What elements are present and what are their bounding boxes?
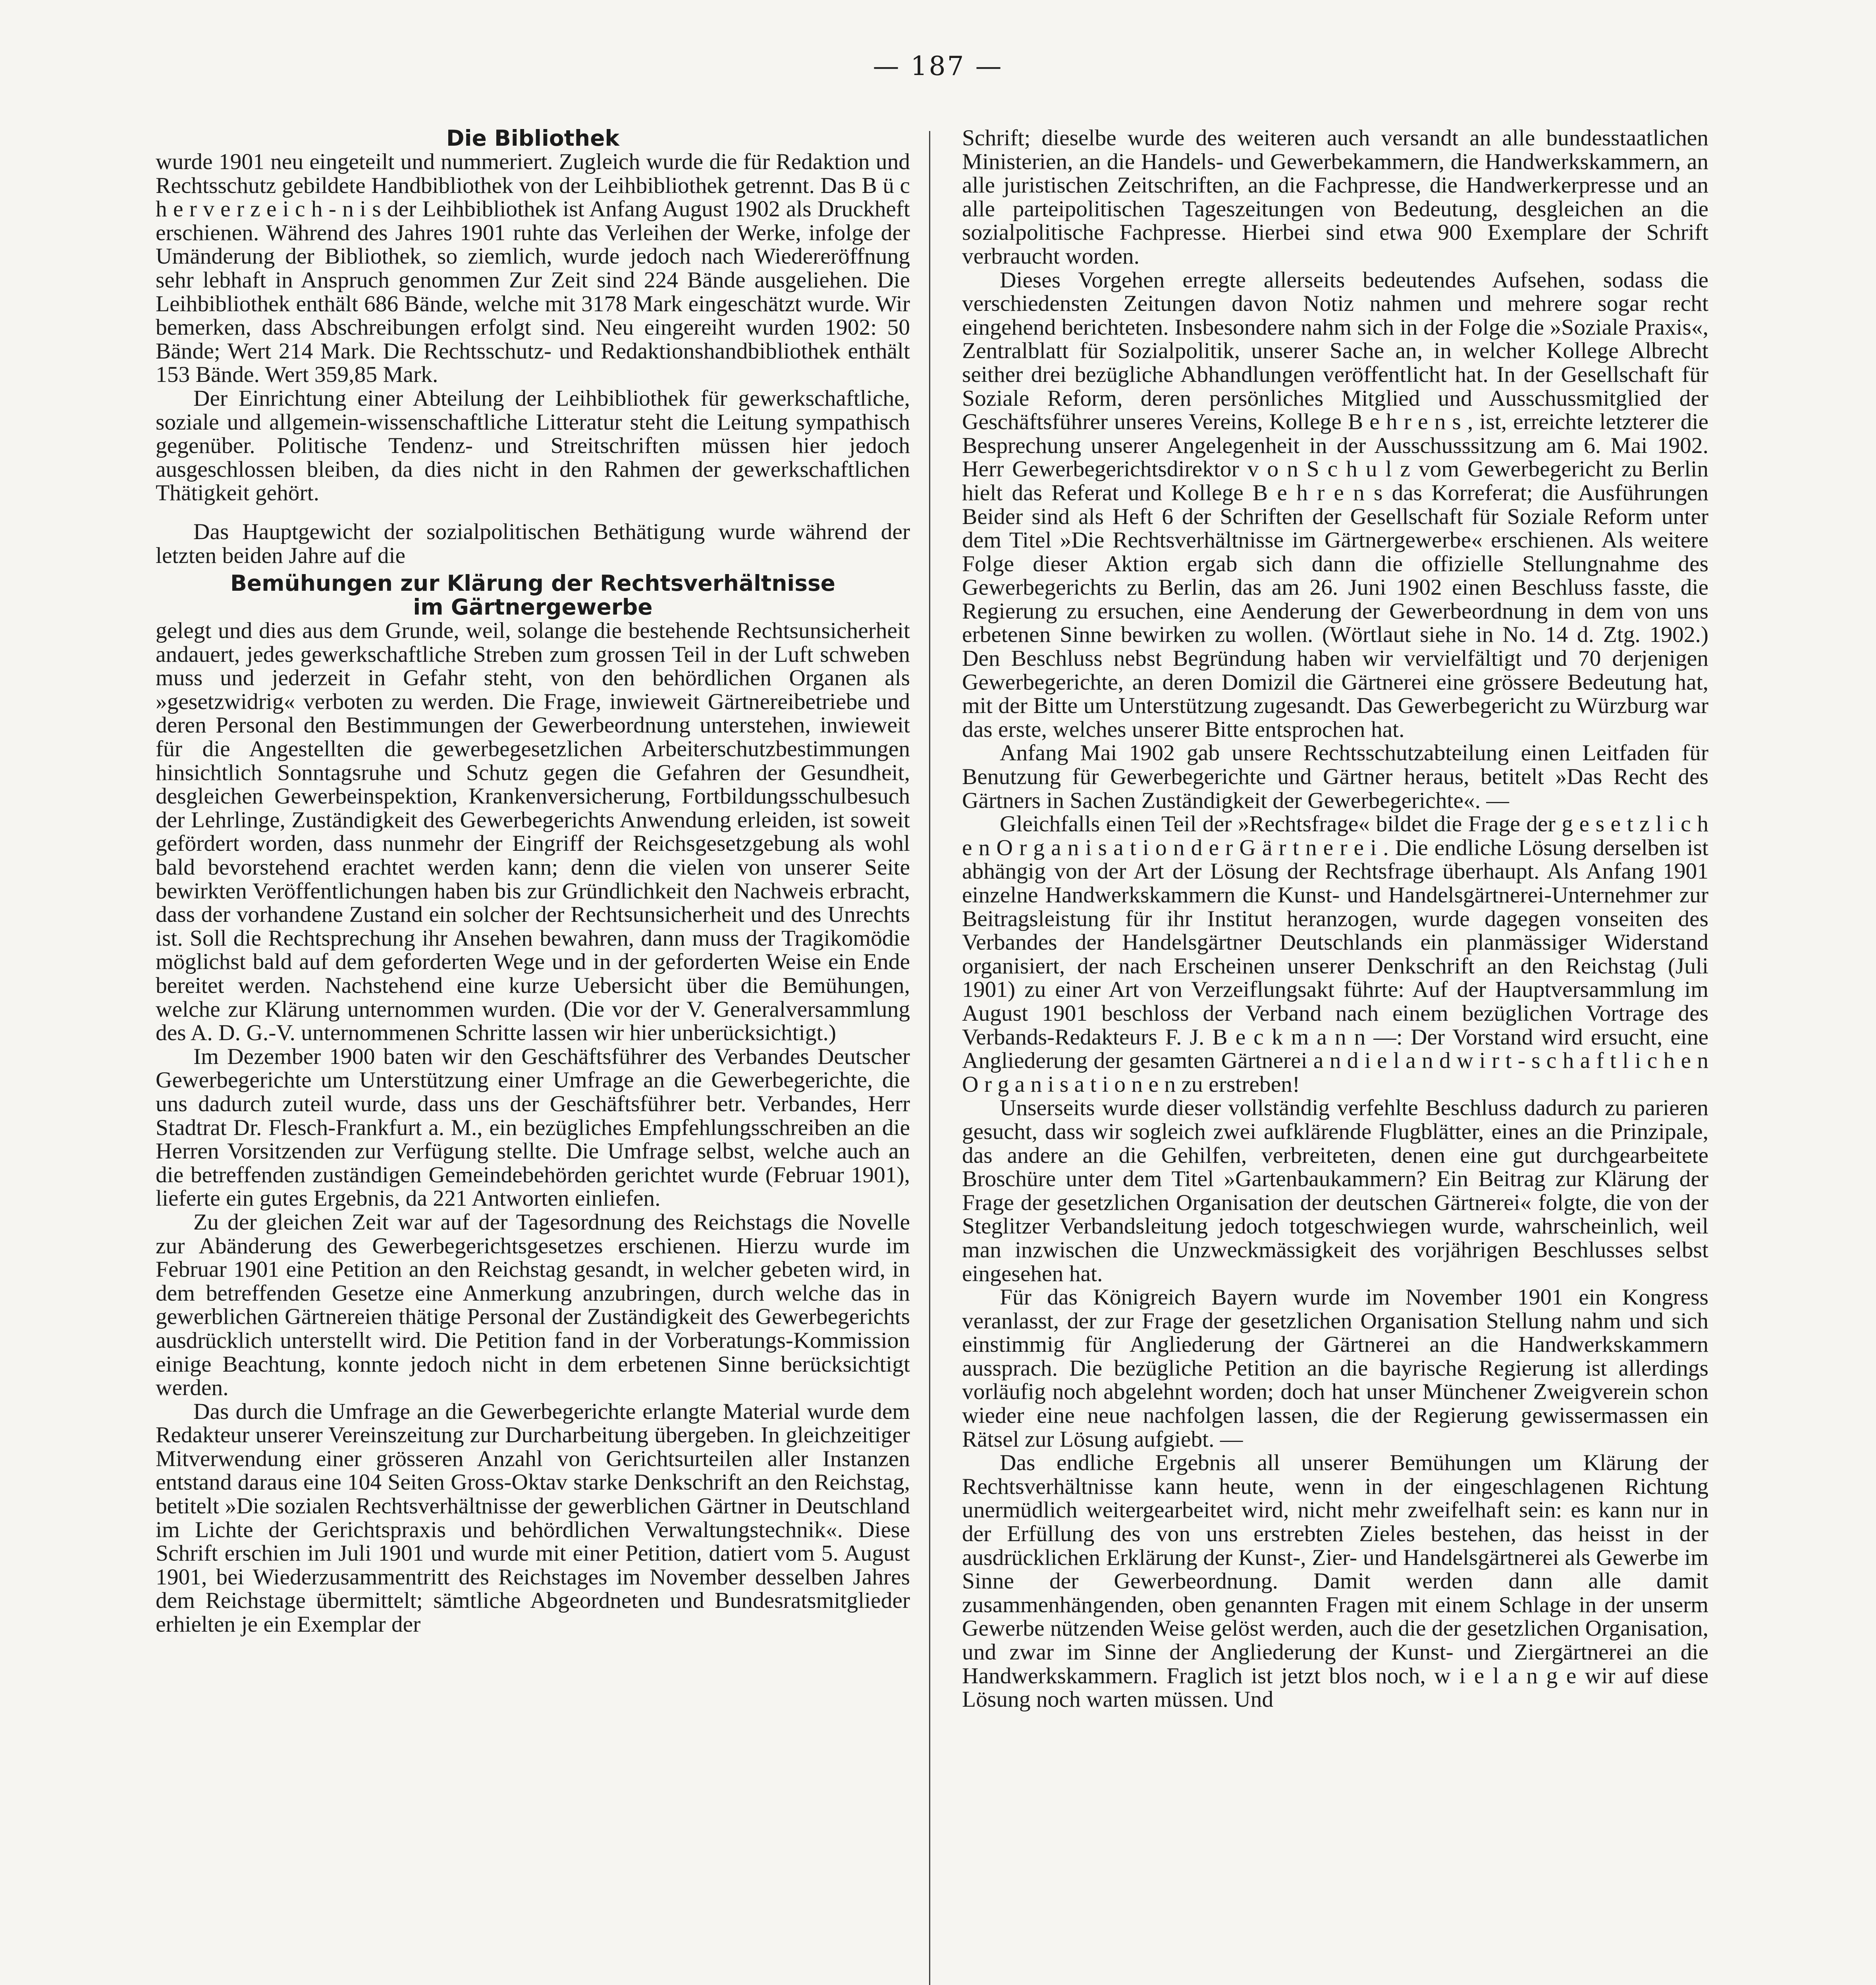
efforts-paragraph: gelegt und dies aus dem Grunde, weil, solange die bestehende Rechtsunsicherheit andauert, jedes gewerkschaftliche Streben zum grossen Teil in der Luft schweben muss und jederzeit in Gefahr steht, von den behördlichen Organen als »gesetzwidrig« verboten zu werden. Die Frage, inwieweit Gärtnereibetriebe und deren Personal den Bestimmungen der Gewerbeordnung unterstehen, inwieweit für die Angestellten die gewerbegesetzlichen Arbeiterschutzbestimmungen hinsichtlich Sonntagsruhe und Schutz gegen die Gefahren der Gesundheit, desgleichen Gewerbeinspektion, Krankenversicherung, Fortbildungsschulbesuch der Lehrlinge, Zuständigkeit des Gewerbegerichts Anwendung erleiden, ist soweit gefördert worden, dass nunmehr der Eingriff der Reichsgesetzgebung als wohl bald bevorstehend erachtet werden kann; denn die vielen von unserer Seite bewirkten Veröffentlichungen haben bis zur Gründlichkeit den Nachweis erbracht, dass der vorhandene Zustand ein solcher der Rechtsunsicherheit und des Unrechts ist. Soll die Rechtsprechung ihr Ansehen bewahren, dann muss der Tragikomödie möglichst bald auf dem geforderten Wege und in der geforderten Weise ein Ende bereitet werden. Nachstehend eine kurze Uebersicht über die Bemühungen, welche zur Klärung unternommen wurden. (Die vor der V. Generalversammlung des A. D. G.-V. unternommenen Schritte lassen wir hier unberücksichtigt.): [156, 618, 910, 1046]
petition-paragraph: Zu der gleichen Zeit war auf der Tagesordnung des Reichstags die Novelle zur Abänderung des Gewerbegerichtsgesetzes erschienen. Hierzu wurde im Februar 1901 eine Petition an den Reichstag gesandt, in welcher gebeten wird, in dem betreffenden Gesetze eine Anmerkung anzubringen, durch welche das in gewerblichen Gärtnereien thätige Personal der Zuständigkeit des Gewerbegerichts ausdrücklich unterstellt wird. Die Petition fand in der Vorberatungs-Kommission einige Beachtung, konnte jedoch nicht in dem erbetenen Sinne berücksichtigt werden.: [156, 1209, 910, 1401]
section-heading: [156, 571, 910, 619]
guide-paragraph: Anfang Mai 1902 gab unsere Rechtsschutzabteilung einen Leitfaden für Benutzung für Gewerbegerichte und Gärtner heraus, betitelt »Das Recht des Gärtners in Sachen Zuständigkeit der Gewerbegerichte«. —: [962, 740, 1708, 813]
library-paragraph-2: Der Einrichtung einer Abteilung der Leihbibliothek für gewerkschaftliche, soziale und allgemein-wissenschaftliche Litteratur steht die Leitung sympathisch gegenüber. Politische Tendenz- und Streitschriften müssen hier jedoch ausgeschlossen bleiben, da dies nicht in den Rahmen der gewerkschaftlichen Thätigkeit gehört.: [156, 385, 910, 506]
section-heading-line-2: im Gärtnergewerbe: [413, 594, 653, 620]
distribution-paragraph: Schrift; dieselbe wurde des weiteren auch versandt an alle bundesstaatlichen Ministerien, an die Handels- und Gewerbekammern, die Handwerkskammern, an alle juristischen Zeitschriften, an die Fachpresse, die Handwerkerpresse und an alle parteipolitischen Tageszeitungen von Bedeutung, desgleichen an die sozialpolitische Fachpresse. Hierbei sind etwa 900 Exemplare der Schrift verbraucht worden.: [962, 125, 1708, 269]
left-column: [156, 126, 910, 1636]
reception-paragraph: Dieses Vorgehen erregte allerseits bedeutendes Aufsehen, sodass die verschiedensten Zeitungen davon Notiz nahmen und mehrere sogar recht eingehend berichteten. Insbesondere nahm sich in der Folge die »Soziale Praxis«, Zentralblatt für Sozialpolitik, unserer Sache an, in welcher Kollege Albrecht seither drei bezügliche Abhandlungen veröffentlicht hat. In der Gesellschaft für Soziale Reform, deren persönliches Mitglied und Ausschussmitglied der Geschäftsführer unseres Vereins, Kollege B e h r e n s , ist, erreichte letzterer die Besprechung unserer Angelegenheit in der Ausschusssitzung am 6. Mai 1902. Herr Gewerbegerichtsdirektor v o n S c h u l z vom Gewerbegericht zu Berlin hielt das Referat und Kollege B e h r e n s das Korreferat; die Ausführungen Beider sind als Heft 6 der Schriften der Gesellschaft für Soziale Reform unter dem Titel »Die Rechtsverhältnisse im Gärtnergewerbe« erschienen. Als weitere Folge dieser Aktion ergab sich dann die offizielle Stellungnahme des Gewerbegerichts zu Berlin, das am 26. Juni 1902 einen Beschluss fasste, die Regierung zu ersuchen, eine Aenderung der Gewerbeordnung in dem von uns erbetenen Sinne bewirken zu wollen. (Wörtlaut siehe in No. 14 d. Ztg. 1902.) Den Beschluss nebst Begründung haben wir vervielfältigt und 70 derjenigen Gewerbegerichte, an deren Domizil die Gärtnerei eine grössere Bedeutung hat, mit der Bitte um Unterstützung zugesandt. Das Gewerbegericht zu Würzburg war das erste, welches unserer Bitte entsprochen hat.: [962, 267, 1708, 742]
memorandum-paragraph: Das durch die Umfrage an die Gewerbegerichte erlangte Material wurde dem Redakteur unserer Vereinszeitung zur Durcharbeitung übergeben. In gleichzeitiger Mitverwendung einer grösseren Anzahl von Gerichtsurteilen aller Instanzen entstand daraus eine 104 Seiten Gross-Oktav starke Denkschrift an den Reichstag, betitelt »Die sozialen Rechtsverhältnisse der gewerblichen Gärtner in Deutschland im Lichte der Gerichtspraxis und behördlichen Verwaltungstechnik«. Diese Schrift erschien im Juli 1901 und wurde mit einer Petition, datiert vom 5. August 1901, bei Wiederzusammentritt des Reichstages im November desselben Jahres dem Reichstage übermittelt; sämtliche Abgeordneten und Bundesratsmitglieder erhielten je ein Exemplar der: [156, 1399, 910, 1637]
library-heading: Die Bibliothek: [446, 125, 619, 151]
section-heading-line-1: Bemühungen zur Klärung der Rechtsverhältnisse: [230, 570, 835, 596]
transition-paragraph: Das Hauptgewicht der sozialpolitischen Bethätigung wurde während der letzten beiden Jahre auf die: [156, 519, 910, 568]
column-divider: [929, 131, 930, 1985]
right-column: [962, 126, 1708, 1711]
response-paragraph: Unserseits wurde dieser vollständig verfehlte Beschluss dadurch zu parieren gesucht, dass wir sogleich zwei aufklärende Flugblätter, eines an die Prinzipale, das andere an die Gehilfen, verbreiteten, denen eine gut durchgearbeitete Broschüre unter dem Titel »Gartenbaukammern? Ein Beitrag zur Klärung der Frage der gesetzlichen Organisation der deutschen Gärtnerei« folgte, die von der Steglitzer Verbandsleitung jedoch totgeschwiegen wurde, wahrscheinlich, weil man inzwischen die Unzweckmässigkeit des vorjährigen Beschlusses selbst eingesehen hat.: [962, 1095, 1708, 1286]
survey-paragraph: Im Dezember 1900 baten wir den Geschäftsführer des Verbandes Deutscher Gewerbegerichte um Unterstützung einer Umfrage an die Gewerbegerichte, die uns dadurch zuteil wurde, dass uns der Geschäftsführer betr. Verbandes, Herr Stadtrat Dr. Flesch-Frankfurt a. M., ein bezügliches Empfehlungsschreiben an die Herren Vorsitzenden zur Verfügung stellte. Die Umfrage selbst, welche auch an die betreffenden zuständigen Gemeindebehörden gerichtet wurde (Februar 1901), lieferte ein gutes Ergebnis, da 221 Antworten einliefen.: [156, 1044, 910, 1211]
bavaria-paragraph: Für das Königreich Bayern wurde im November 1901 ein Kongress veranlasst, der zur Frage der gesetzlichen Organisation Stellung nahm und sich einstimmig für Angliederung der Gärtnerei an die Handwerkskammern aussprach. Die bezügliche Petition an die bayrische Regierung ist allerdings vorläufig noch abgelehnt worden; doch hat unser Münchener Zweigverein schon wieder eine neue nachfolgen lassen, die der Regierung gewissermassen ein Rätsel zur Lösung aufgiebt. —: [962, 1285, 1708, 1452]
page-number: — 187 —: [873, 51, 1003, 81]
library-paragraph-1: wurde 1901 neu eingeteilt und nummeriert. Zugleich wurde die für Redaktion und Rechtsschutz gebildete Handbibliothek von der Leihbibliothek getrennt. Das B ü c h e r v e r z e i c h - n i s der Leihbibliothek ist Anfang August 1902 als Druckheft erschienen. Während des Jahres 1901 ruhte das Verleihen der Werke, infolge der Umänderung der Bibliothek, so ziemlich, wurde jedoch nach Wiedereröffnung sehr lebhaft in Anspruch genommen Zur Zeit sind 224 Bände ausgeliehen. Die Leihbibliothek enthält 686 Bände, welche mit 3178 Mark eingeschätzt wurde. Wir bemerken, dass Abschreibungen erfolgt sind. Neu eingereiht wurden 1902: 50 Bände; Wert 214 Mark. Die Rechtsschutz- und Redaktionshandbibliothek enthält 153 Bände. Wert 359,85 Mark.: [156, 149, 910, 387]
conclusion-paragraph: Das endliche Ergebnis all unserer Bemühungen um Klärung der Rechtsverhältnisse kann heute, wenn in der eingeschlagenen Richtung unermüdlich weitergearbeitet wird, nicht mehr zweifelhaft sein: es kann nur in der Erfüllung des von uns erstrebten Zieles bestehen, das heisst in der ausdrücklichen Erklärung der Kunst-, Zier- und Handelsgärtnerei als Gewerbe im Sinne der Gewerbeordnung. Damit werden dann alle damit zusammenhängenden, oben genannten Fragen mit einem Schlage in der unserm Gewerbe nützenden Weise gelöst werden, auch die der gesetzlichen Organisation, und zwar im Sinne der Angliederung der Kunst- und Ziergärtnerei an die Handwerkskammern. Fraglich ist jetzt blos noch, w i e l a n g e wir auf diese Lösung noch warten müssen. Und: [962, 1450, 1708, 1712]
organisation-paragraph: Gleichfalls einen Teil der »Rechtsfrage« bildet die Frage der g e s e t z l i c h e n O r g a n i s a t i o n d e r G ä r t n e r e i . Die endliche Lösung derselben ist abhängig von der Art der Lösung der Rechtsfrage überhaupt. Als Anfang 1901 einzelne Handwerkskammern die Kunst- und Handelsgärtnerei-Unternehmer zur Beitragsleistung für ihr Institut heranzogen, wurde dagegen vonseiten des Verbandes der Handelsgärtner Deutschlands ein planmässiger Widerstand organisiert, der nach Erscheinen unserer Denkschrift an den Reichstag (Juli 1901) zu einer Art von Verzeiflungsakt führte: Auf der Hauptversammlung im August 1901 beschloss der Verband nach einem bezüglichen Vortrage des Verbands-Redakteurs F. J. B e c k m a n n —: Der Vorstand wird ersucht, eine Angliederung der gesamten Gärtnerei a n d i e l a n d w i r t - s c h a f t l i c h e n O r g a n i s a t i o n e n zu erstreben!: [962, 811, 1708, 1097]
